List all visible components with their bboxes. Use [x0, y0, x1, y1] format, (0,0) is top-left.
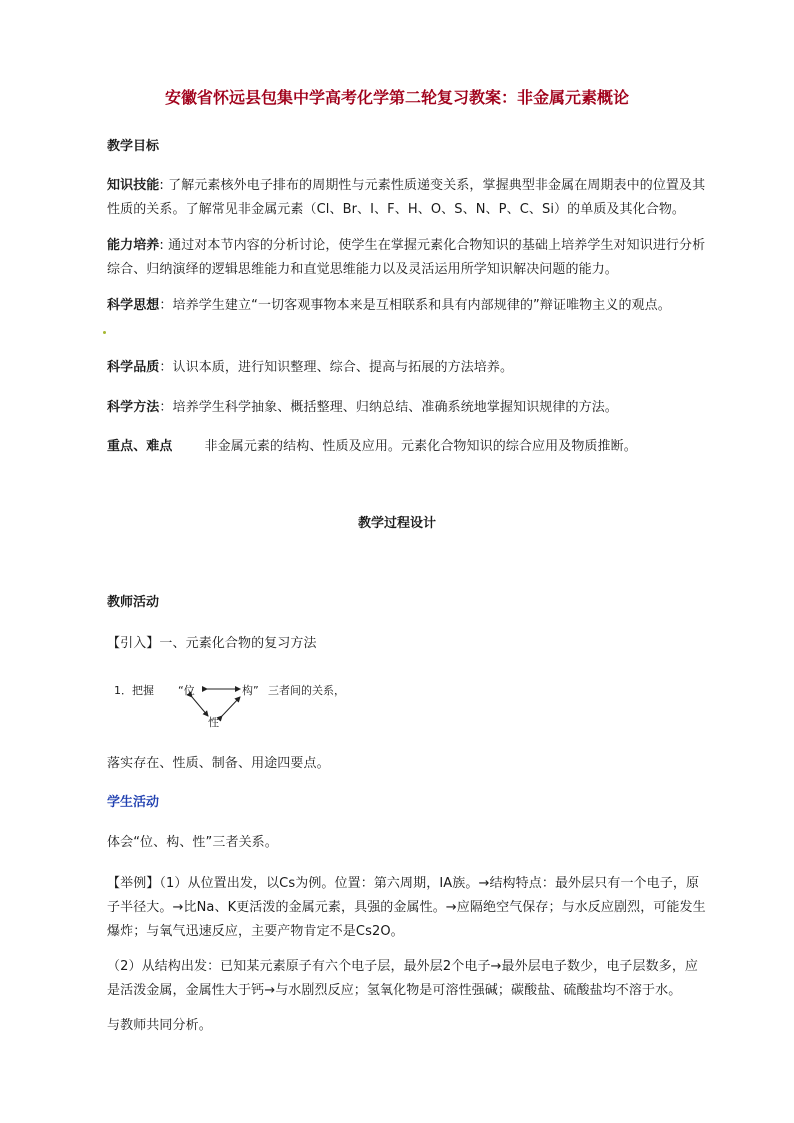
objectives-heading: 教学目标 — [107, 139, 160, 154]
page-title: 安徽省怀远县包集中学高考化学第二轮复习教案：非金属元素概论 — [164, 88, 629, 107]
process-heading: 教学过程设计 — [357, 516, 436, 531]
example-1-paragraph: 【举例】（1）从位置出发，以Cs为例。位置：第六周期，IA族。→结构特点：最外层只有一个电子，原子半径大。→比Na、K更活泼的金属元素，具强的金属性。→应隔绝空气保存；与水反应剧烈，可能发生爆炸；与氧气迅速反应，主要产物肯定不是Cs2O。 — [107, 876, 706, 939]
diagram-bottom-node: 性 — [208, 716, 219, 729]
quality-text: ：认识本质，进行知识整理、综合、提高与拓展的方法培养。 — [159, 360, 514, 375]
ability-paragraph — [107, 234, 707, 282]
ability-label: 能力培养 — [107, 238, 160, 253]
stray-dot — [103, 331, 106, 334]
keypoints-text: 非金属元素的结构、性质及应用。元素化合物知识的综合应用及物质推断。 — [204, 439, 637, 454]
intro-line: 【引入】一、元素化合物的复习方法 — [107, 636, 317, 651]
student-text: 体会“位、构、性”三者关系。 — [107, 835, 278, 850]
quality-label: 科学品质 — [107, 360, 160, 375]
thinking-label: 科学思想 — [107, 298, 160, 313]
diagram-prefix: 1．把握 — [114, 684, 154, 697]
knowledge-text: : 了解元素核外电子排布的周期性与元素性质递变关系，掌握典型非金属在周期表中的位置及其性质的关系。了解常见非金属元素（Cl、Br、I、F、H、O、S、N、P、C、Si）的单质及其化合物。 — [107, 178, 706, 217]
four-points-line: 落实存在、性质、制备、用途四要点。 — [107, 756, 330, 771]
method-text: ：培养学生科学抽象、概括整理、归纳总结、准确系统地掌握知识规律的方法。 — [159, 400, 618, 415]
ability-text: : 通过对本节内容的分析讨论，使学生在掌握元素化合物知识的基础上培养学生对知识进行分析综合、归纳演绎的逻辑思维能力和直觉思维能力以及灵活运用所学知识解决问题的能力。 — [107, 238, 706, 277]
student-heading: 学生活动 — [107, 795, 160, 810]
thinking-paragraph — [107, 294, 707, 318]
diagram-right-node: 构” — [242, 684, 259, 697]
thinking-text: ：培养学生建立“一切客观事物本来是互相联系和具有内部规律的”辩证唯物主义的观点。 — [159, 298, 671, 313]
position-structure-property-diagram — [112, 680, 372, 730]
keypoints-label: 重点、难点 — [107, 439, 173, 454]
quality-paragraph — [107, 356, 707, 380]
teacher-heading: 教师活动 — [107, 595, 160, 610]
knowledge-paragraph — [107, 174, 707, 222]
joint-analysis-line: 与教师共同分析。 — [107, 1018, 212, 1033]
diagram-suffix: 三者间的关系， — [268, 684, 345, 697]
keypoints-paragraph — [107, 435, 707, 459]
method-paragraph — [107, 396, 707, 420]
example-2-paragraph: （2）从结构出发：已知某元素原子有六个电子层，最外层2个电子→最外层电子数少，电子层数多，应是活泼金属，金属性大于钙→与水剧烈反应；氢氧化物是可溶性强碱；碳酸盐、硫酸盐均不溶于水。 — [107, 959, 699, 998]
knowledge-label: 知识技能 — [107, 178, 160, 193]
diagram-left-node: “位 — [178, 684, 195, 697]
method-label: 科学方法 — [107, 400, 160, 415]
